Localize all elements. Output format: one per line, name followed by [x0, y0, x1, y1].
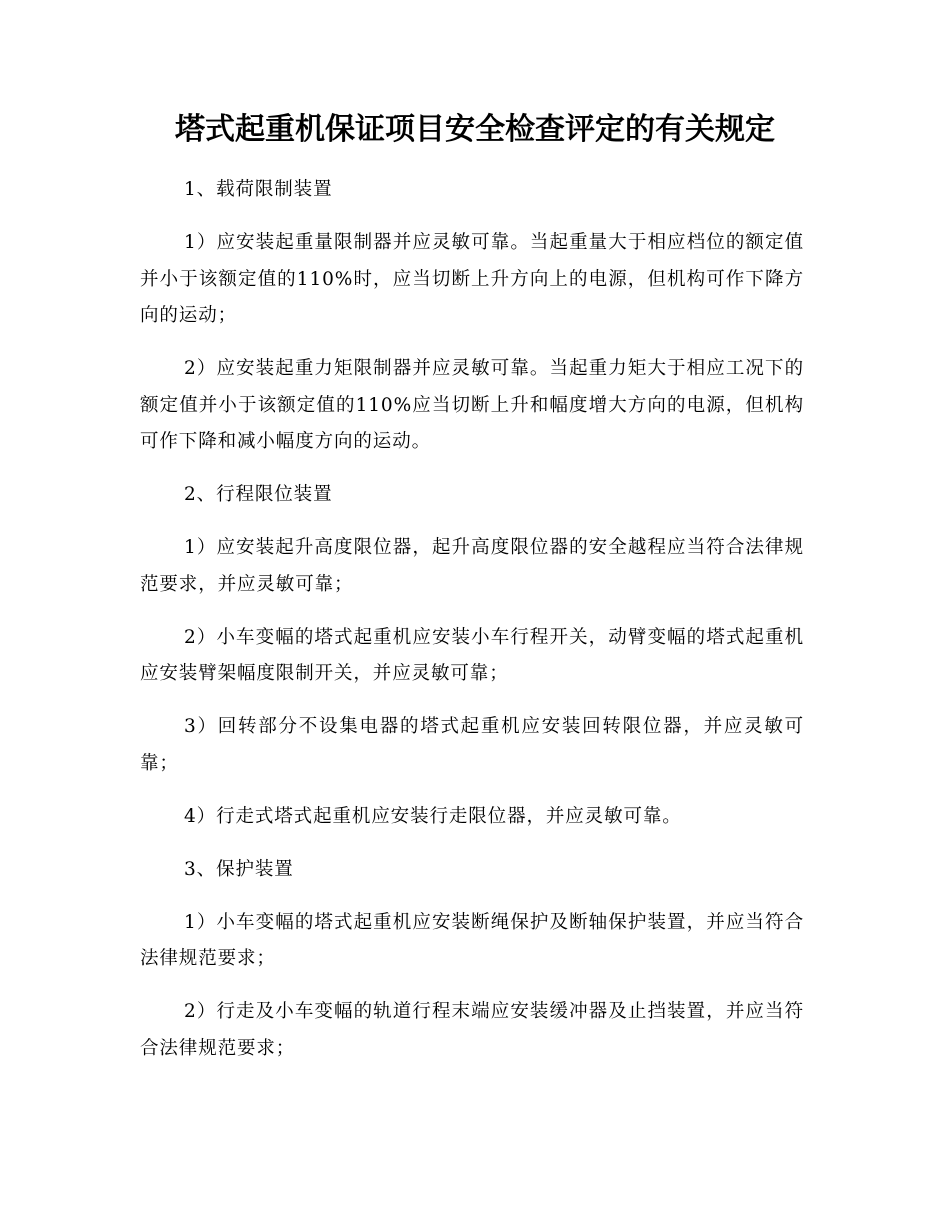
section-heading-load-limit: 1、载荷限制装置: [184, 179, 333, 200]
paragraph: 2）小车变幅的塔式起重机应安装小车行程开关，动臂变幅的塔式起重机应安装臂架幅度限制开关，并应灵敏可靠；: [140, 626, 804, 684]
document-body: [140, 172, 804, 1084]
paragraph: 1）小车变幅的塔式起重机应安装断绳保护及断轴保护装置，并应当符合法律规范要求；: [140, 911, 804, 969]
paragraph: 3）回转部分不设集电器的塔式起重机应安装回转限位器，并应灵敏可靠；: [140, 716, 804, 774]
section-heading-travel-limit: 2、行程限位装置: [184, 484, 333, 505]
paragraph: 2）行走及小车变幅的轨道行程末端应安装缓冲器及止挡装置，并应当符合法律规范要求；: [140, 1001, 804, 1059]
paragraph: 4）行走式塔式起重机应安装行走限位器，并应灵敏可靠。: [184, 805, 682, 827]
paragraph: 1）应安装起升高度限位器，起升高度限位器的安全越程应当符合法律规范要求，并应灵敏可靠；: [140, 537, 804, 595]
paragraph: 2）应安装起重力矩限制器并应灵敏可靠。当起重力矩大于相应工况下的额定值并小于该额定值的110%应当切断上升和幅度增大方向的电源，但机构可作下降和减小幅度方向的运动。: [140, 358, 804, 452]
paragraph: 1）应安装起重量限制器并应灵敏可靠。当起重量大于相应档位的额定值并小于该额定值的110%时，应当切断上升方向上的电源，但机构可作下降方向的运动；: [140, 232, 804, 326]
section-heading-protection: 3、保护装置: [184, 858, 294, 880]
document-title: 塔式起重机保证项目安全检查评定的有关规定: [175, 112, 775, 147]
